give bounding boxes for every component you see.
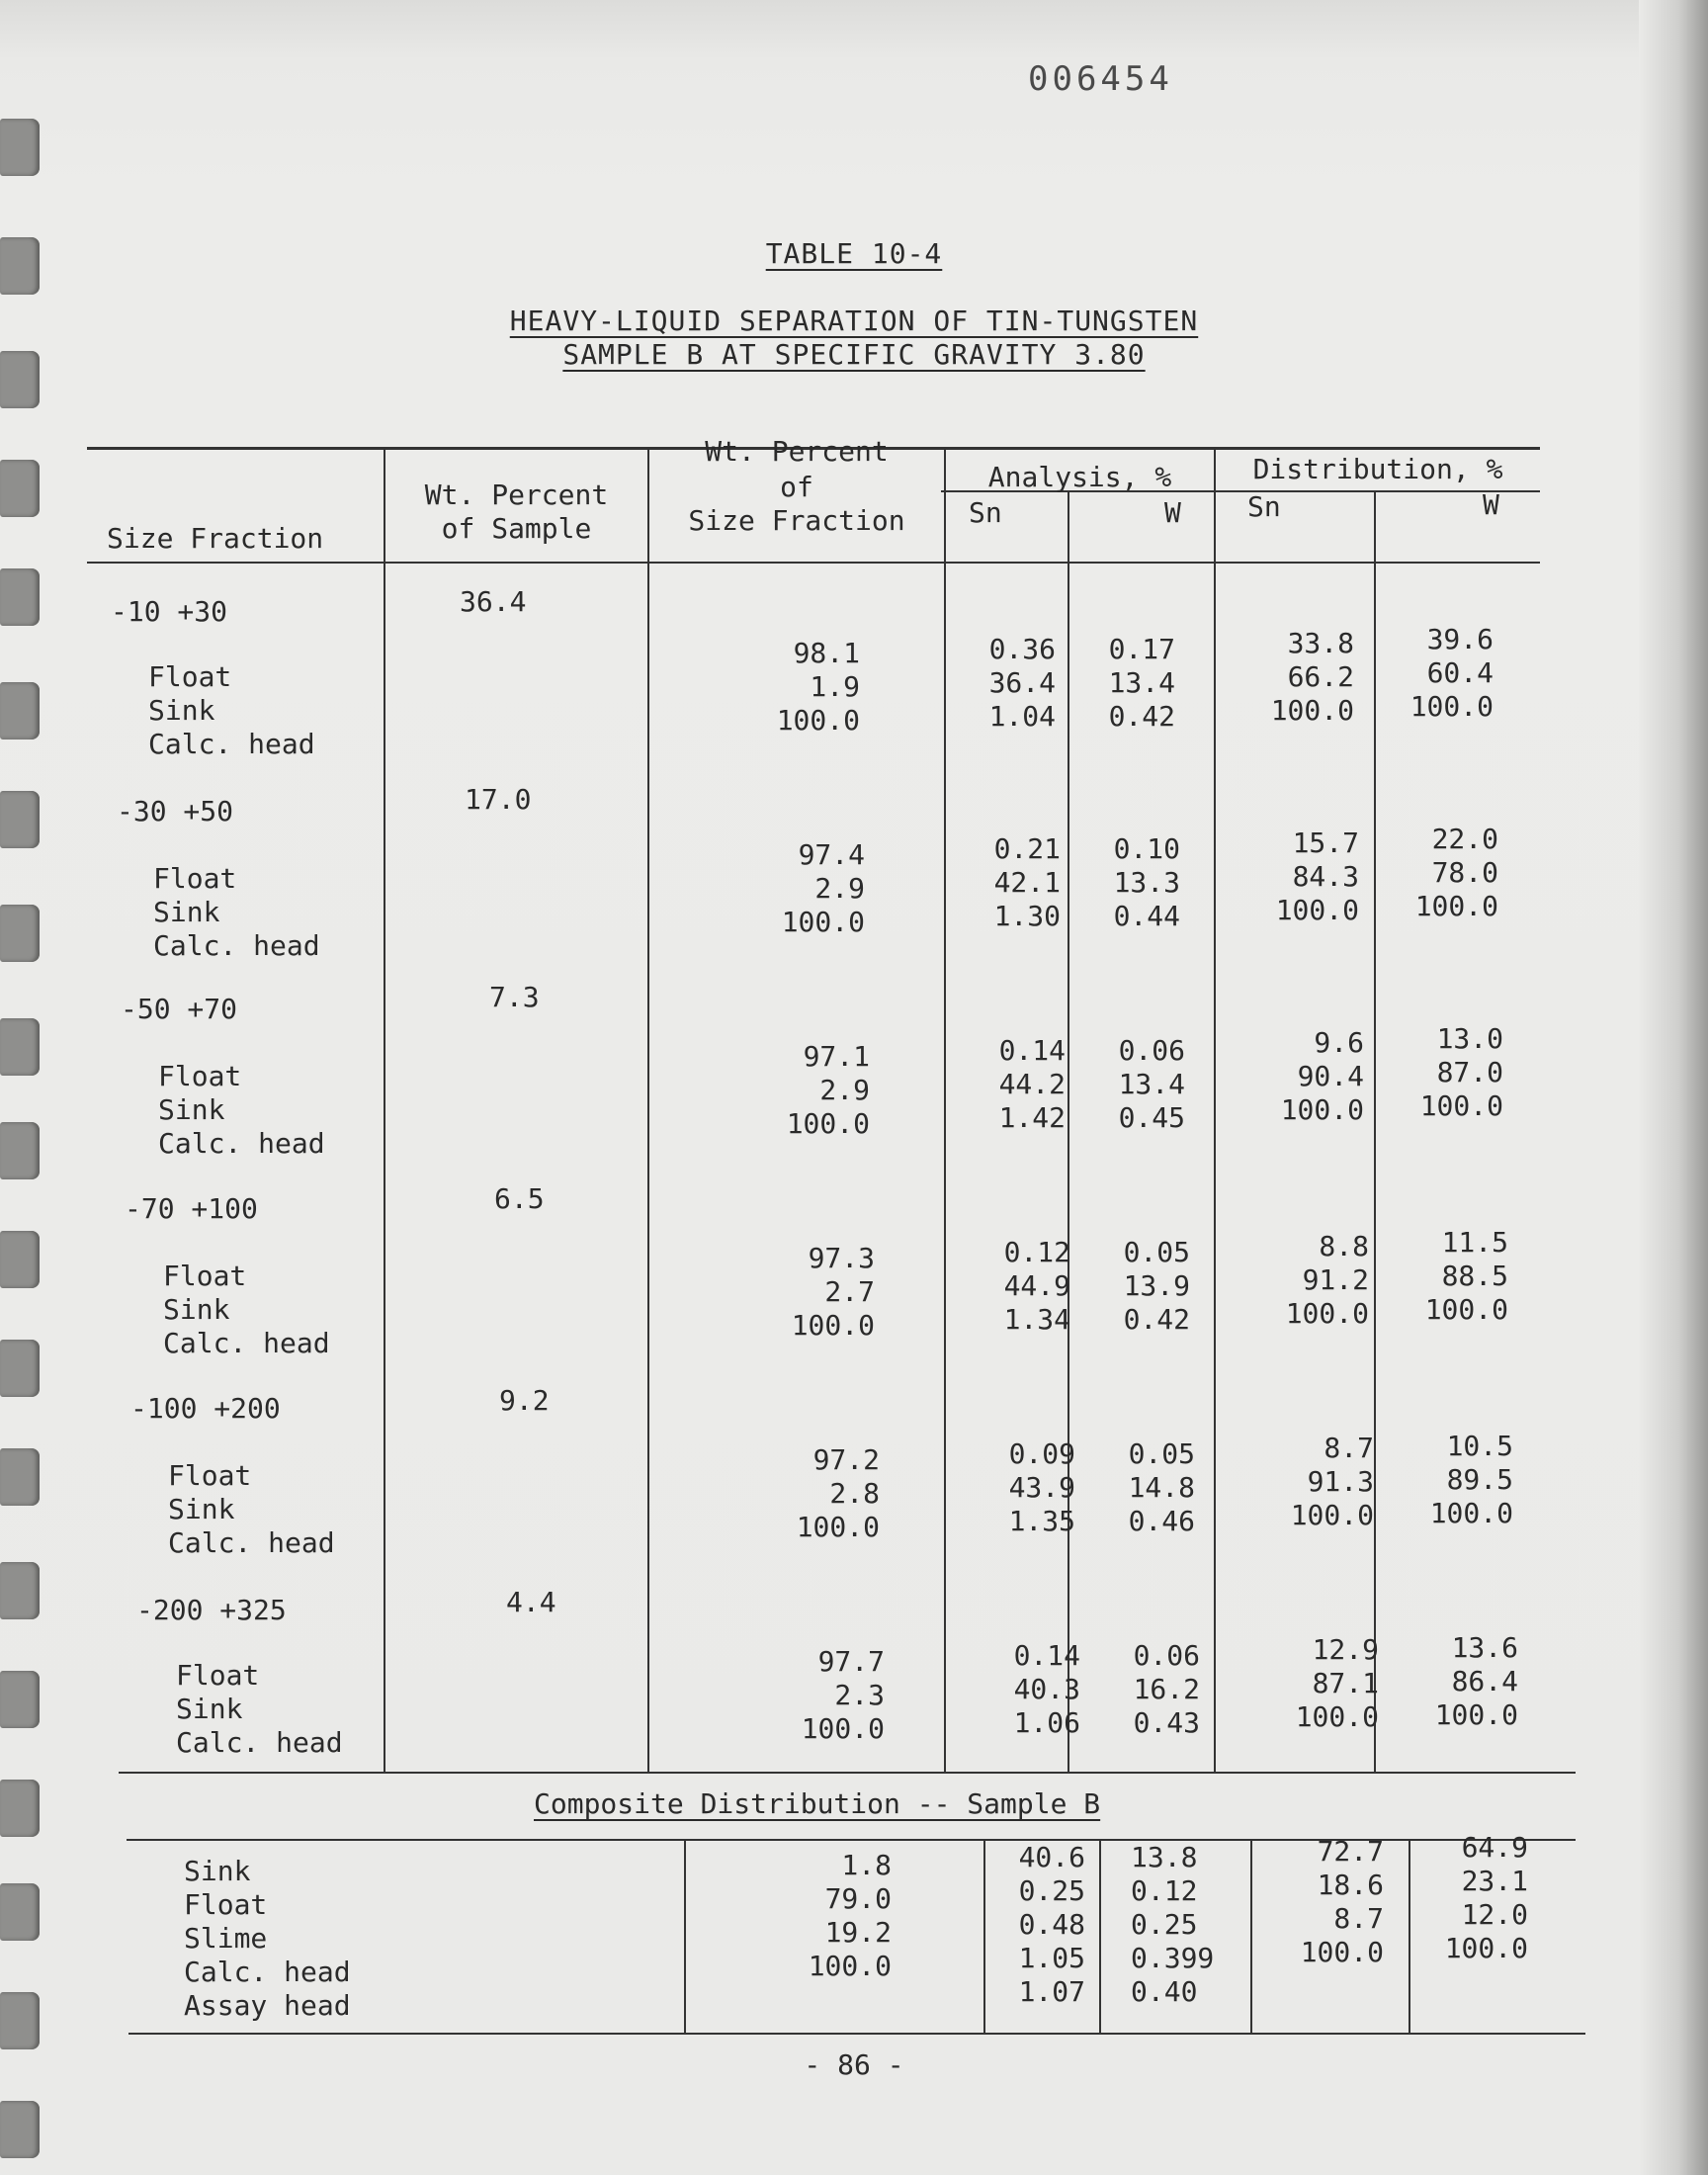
column-divider: [384, 447, 385, 1772]
binding-hole: [0, 682, 40, 740]
wt-percent-sample: 4.4: [506, 1586, 556, 1618]
distribution-w: 13.0 87.0 100.0: [1419, 1022, 1503, 1122]
analysis-sn: 0.36 36.4 1.04: [988, 633, 1056, 733]
wt-percent-fraction: 1.8 79.0 19.2 100.0: [808, 1849, 892, 1982]
row-labels: Float Sink Calc. head: [148, 660, 315, 760]
wt-percent-fraction: 97.2 2.8 100.0: [796, 1443, 880, 1543]
distribution-w: 64.9 23.1 12.0 100.0: [1444, 1831, 1528, 1964]
column-divider: [1214, 447, 1216, 1772]
analysis-w: 0.05 14.8 0.46: [1128, 1437, 1195, 1537]
header-analysis-sn: Sn: [969, 496, 1002, 529]
column-divider: [1068, 492, 1069, 1772]
wt-percent-sample: 9.2: [499, 1384, 550, 1417]
column-divider: [1250, 1839, 1252, 2033]
distribution-sn: 9.6 90.4 100.0: [1280, 1026, 1364, 1126]
analysis-sn: 40.6 0.25 0.48 1.05 1.07: [1018, 1841, 1085, 2008]
distribution-w: 11.5 88.5 100.0: [1424, 1226, 1508, 1326]
header-size-fraction: Size Fraction: [107, 522, 324, 555]
binding-hole: [0, 2101, 40, 2158]
column-divider: [1409, 1839, 1410, 2033]
distribution-w: 22.0 78.0 100.0: [1414, 823, 1498, 922]
table-subtitle-line2: SAMPLE B AT SPECIFIC GRAVITY 3.80: [562, 338, 1146, 371]
binding-hole: [0, 460, 40, 517]
header-analysis-w: W: [1164, 496, 1181, 529]
binding-hole: [0, 1671, 40, 1728]
size-fraction: -70 +100: [125, 1192, 258, 1225]
row-labels: Float Sink Calc. head: [168, 1459, 335, 1559]
column-divider: [1374, 492, 1376, 1772]
binding-hole: [0, 1562, 40, 1619]
binding-hole: [0, 119, 40, 176]
wt-percent-sample: 6.5: [494, 1182, 545, 1215]
document-number: 006454: [1028, 59, 1173, 99]
header-distribution: Distribution, %: [1252, 453, 1503, 485]
column-divider: [1099, 1839, 1101, 2033]
table-bottom-rule: [119, 1772, 1576, 1774]
header-wt-fraction: of: [780, 471, 813, 503]
binding-hole: [0, 1780, 40, 1837]
distribution-sn: 12.9 87.1 100.0: [1295, 1633, 1379, 1733]
distribution-w: 10.5 89.5 100.0: [1429, 1430, 1513, 1529]
analysis-sn: 0.14 40.3 1.06: [1013, 1639, 1080, 1739]
distribution-sn: 8.7 91.3 100.0: [1290, 1432, 1374, 1531]
analysis-w: 0.06 13.4 0.45: [1118, 1034, 1185, 1134]
analysis-w: 0.17 13.4 0.42: [1108, 633, 1175, 733]
distribution-sn: 72.7 18.6 8.7 100.0: [1300, 1835, 1384, 1968]
wt-percent-sample: 7.3: [489, 981, 540, 1013]
analysis-w: 0.06 16.2 0.43: [1133, 1639, 1200, 1739]
binding-hole: [0, 905, 40, 962]
row-labels: Float Sink Calc. head: [158, 1060, 325, 1160]
wt-percent-fraction: 97.4 2.9 100.0: [781, 838, 865, 938]
analysis-sn: 0.21 42.1 1.30: [993, 832, 1061, 932]
binding-hole: [0, 1992, 40, 2049]
distribution-sn: 8.8 91.2 100.0: [1285, 1230, 1369, 1330]
header-analysis: Analysis, %: [987, 461, 1172, 493]
binding-hole: [0, 1340, 40, 1397]
header-wt-sample: Wt. Percent: [424, 478, 609, 511]
distribution-w: 13.6 86.4 100.0: [1434, 1631, 1518, 1731]
analysis-sn: 0.09 43.9 1.35: [1008, 1437, 1075, 1537]
wt-percent-fraction: 97.3 2.7 100.0: [791, 1242, 875, 1342]
wt-percent-fraction: 97.7 2.3 100.0: [801, 1645, 885, 1745]
wt-percent-fraction: 98.1 1.9 100.0: [776, 637, 860, 737]
row-labels: Sink Float Slime Calc. head Assay head: [184, 1855, 351, 2022]
analysis-w: 0.05 13.9 0.42: [1123, 1236, 1190, 1336]
column-divider: [647, 447, 649, 1772]
wt-percent-fraction: 97.1 2.9 100.0: [786, 1040, 870, 1140]
composite-title: Composite Distribution -- Sample B: [534, 1787, 1101, 1820]
header-distribution-w: W: [1483, 488, 1499, 521]
distribution-w: 39.6 60.4 100.0: [1409, 623, 1494, 723]
composite-bottom-rule: [128, 2033, 1585, 2035]
binding-hole: [0, 1231, 40, 1288]
size-fraction: -50 +70: [121, 993, 238, 1025]
binding-hole: [0, 1018, 40, 1076]
table-title: TABLE 10-4: [765, 237, 943, 270]
analysis-w: 0.10 13.3 0.44: [1113, 832, 1180, 932]
distribution-sn: 15.7 84.3 100.0: [1275, 826, 1359, 926]
page-number: - 86 -: [804, 2048, 904, 2081]
size-fraction: -10 +30: [111, 595, 228, 628]
size-fraction: -30 +50: [117, 795, 234, 827]
size-fraction: -200 +325: [136, 1594, 287, 1626]
binding-hole: [0, 568, 40, 626]
binding-hole: [0, 1883, 40, 1941]
analysis-sn: 0.14 44.2 1.42: [998, 1034, 1066, 1134]
column-divider: [684, 1839, 686, 2033]
column-divider: [944, 447, 946, 1772]
wt-percent-sample: 17.0: [465, 783, 532, 816]
header-wt-fraction: Size Fraction: [688, 504, 905, 537]
header-distribution-sn: Sn: [1247, 490, 1281, 523]
binding-hole: [0, 1122, 40, 1179]
wt-percent-sample: 36.4: [460, 585, 527, 618]
binding-hole: [0, 791, 40, 848]
size-fraction: -100 +200: [130, 1392, 281, 1425]
distribution-sn: 33.8 66.2 100.0: [1270, 627, 1354, 727]
header-bottom-rule: [87, 562, 1540, 564]
binding-hole: [0, 1448, 40, 1506]
row-labels: Float Sink Calc. head: [163, 1260, 330, 1359]
table-subtitle-line1: HEAVY-LIQUID SEPARATION OF TIN-TUNGSTEN: [509, 304, 1199, 337]
row-labels: Float Sink Calc. head: [176, 1659, 343, 1759]
column-divider: [983, 1839, 985, 2033]
header-wt-sample: of Sample: [441, 512, 592, 545]
header-wt-fraction: Wt. Percent: [705, 435, 889, 468]
analysis-w: 13.8 0.12 0.25 0.399 0.40: [1131, 1841, 1215, 2008]
analysis-sn: 0.12 44.9 1.34: [1003, 1236, 1070, 1336]
row-labels: Float Sink Calc. head: [153, 862, 320, 962]
